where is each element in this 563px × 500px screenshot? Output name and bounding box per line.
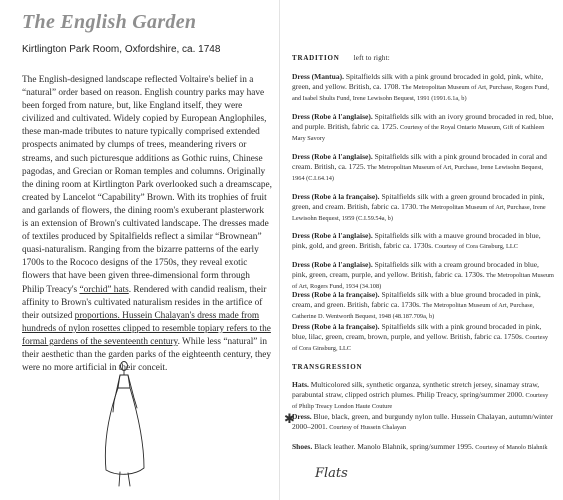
entry-text: Blue, black, green, and burgundy nylon tulle. Hussein Chalayan, autumn/winter 2000–2001. — [292, 412, 553, 432]
underlined-phrase-topiary: proportions. Hussein Chalayan's dress made from hundreds of nylon rosettes clipped to resemble topiary refers to the formal gardens of the seventeenth century — [22, 310, 271, 347]
tradition-entry-5 — [292, 231, 554, 252]
entry-text: Spitalfields silk with a mauve ground brocaded in blue, pink, gold, and green. British, fabric ca. 1730s. — [292, 231, 541, 251]
tradition-entry-3 — [292, 152, 554, 185]
entry-credit: Courtesy of the Royal Ontario Museum, Gift of Kathleen Mary Savory — [292, 124, 545, 143]
entry-text: Spitalfields silk with an ivory ground brocaded in red, blue, and purple. British, fabric ca. 1725. — [292, 112, 554, 132]
handwritten-star-icon: ✱ — [284, 411, 295, 426]
entry-label: Dress (Robe à l'anglaise). — [292, 112, 373, 121]
entry-credit: Courtesy of Manolo Blahnik — [473, 444, 548, 451]
handwritten-flats-text: Flats — [315, 466, 348, 481]
entry-credit: The Metropolitan Museum of Art, Purchase, Irene Lewisohn Bequest, 1959 (C.I.59.54a, b) — [292, 204, 546, 223]
page-fold — [279, 0, 280, 500]
entry-label: Hats. — [292, 380, 309, 389]
entry-label: Dress (Robe à l'anglaise). — [292, 152, 373, 161]
entry-text: Spitalfields silk with a pink ground brocaded in coral and cream. British, ca. 1725. — [292, 152, 547, 172]
entry-label: Dress (Mantua). — [292, 72, 344, 81]
transgression-heading: TRANSGRESSION — [292, 363, 363, 371]
entry-label: Dress (Robe à l'anglaise). — [292, 260, 373, 269]
tradition-heading — [292, 54, 390, 62]
entry-label: Dress (Robe à la française). — [292, 322, 380, 331]
essay-text-3: . While less “natural” in their aesthetic than the garden parks of the eighteenth century, they were no more artificial in their conceit. — [22, 336, 272, 374]
entry-credit: The Metropolitan Museum of Art, Rogers Fund, 1934 (34.108) — [292, 272, 554, 291]
essay-paragraph — [22, 74, 272, 375]
entry-label: Dress (Robe à la française). — [292, 290, 380, 299]
room-subtitle: Kirtlington Park Room, Oxfordshire, ca. 1748 — [22, 44, 221, 55]
essay-text-1: The English-designed landscape reflected Voltaire's belief in a “natural” order based on reason. English country parks may have been forged from nature, but, like England itself, they were civilized and cultivated. Widely copied by European Anglophiles, these man-made tributes to nature typically comprised extended prospects animated by clumps of trees, meandering rivers or streams, and such picturesque additions as Gothic ruins, Chinese pagodas, and Grecian or Roman temples and columns. Originally the dining room at Kirtlington Park overlooked such a dreamscape, created by Lancelot “Capability” Brown. With its trophies of fruit and garlands of flowers, the dining room's exuberant plasterwork is an extension of Brown's cultivated landscape. The dresses made of textiles produced by Spitalfields reflect a similar “Brownean” quasi-naturalism. Ranging from the bizarre patterns of the early 1700s to the Rococo designs of the 1750s, they reveal exotic flowers that have been given three-dimensional form through Philip Treacy's — [22, 75, 272, 295]
entry-credit: The Metropolitan Museum of Art, Purchase, Catherine D. Wentworth Bequest, 1948 (48.187.709a, b) — [292, 302, 535, 321]
page-title: The English Garden — [22, 11, 197, 33]
entry-text: Spitalfields silk with a pink ground brocaded in pink, blue, lilac, green, cream, brown, purple, and yellow. British, fabric ca. 1750s. — [292, 322, 542, 342]
entry-label: Dress (Robe à la française). — [292, 192, 380, 201]
underlined-phrase-orchid-hats: “orchid” hats — [79, 284, 129, 295]
handwritten-flats-note — [313, 463, 353, 481]
left-page — [22, 10, 272, 374]
tradition-entry-2 — [292, 112, 554, 145]
essay-text-2: . Rendered with candid realism, their affinity to Brown's cultivated naturalism resides in the artifice of their outsized — [22, 284, 267, 321]
tradition-note: left to right: — [353, 54, 390, 62]
entry-credit: The Metropolitan Museum of Art, Purchase, Irene Lewisohn Bequest, 1964 (C.I.64.14) — [292, 164, 544, 183]
entry-text: Spitalfields silk with a green ground brocaded in pink, green, and cream. British, fabric ca. 1730. — [292, 192, 545, 212]
entry-credit: The Metropolitan Museum of Art, Purchase, Rogers Fund, and Isabel Shults Fund, Irene Lewisohn Bequest, 1991 (1991.6.1a, b) — [292, 84, 549, 103]
tradition-entry-7 — [292, 290, 554, 323]
entry-text: Spitalfields silk with a cream ground brocaded in blue, pink, green, cream, purple, and yellow. British, fabric ca. 1730s. — [292, 260, 539, 280]
entry-credit: Courtesy of Hussein Chalayan — [327, 424, 406, 432]
entry-credit: Courtesy of Cora Ginsburg, LLC — [292, 334, 549, 353]
entry-text: Spitalfields silk with a blue ground brocaded in pink, cream, and green. British, fabric ca. 1730s. — [292, 290, 541, 310]
entry-text: Black leather. Manolo Blahnik, spring/summer 1995. — [312, 442, 474, 451]
entry-label: Shoes. — [292, 442, 313, 451]
transgression-entry-shoes — [292, 442, 554, 453]
tradition-heading-text: TRADITION — [292, 54, 340, 62]
entry-label: Dress (Robe à l'anglaise). — [292, 231, 373, 240]
tradition-entry-4 — [292, 192, 554, 225]
entry-credit: Courtesy of Cora Ginsburg, LLC — [433, 243, 518, 251]
entry-text: Multicolored silk, synthetic organza, synthetic stretch jersey, sinamay straw, parabuntal straw, clipped ostrich plumes. Philip Treacy, spring/summer 2000. — [292, 380, 540, 400]
tradition-entry-6 — [292, 260, 554, 293]
tradition-entry-8 — [292, 322, 554, 355]
entry-text: Spitalfields silk with a pink ground brocaded in gold, pink, white, green, and yellow. British, ca. 1708. — [292, 72, 544, 92]
entry-label: Dress. — [292, 412, 312, 421]
transgression-entry-dress — [292, 412, 554, 433]
entry-credit: Courtesy of Philip Treacy London Haute Couture — [292, 392, 549, 411]
transgression-entry-hats — [292, 380, 554, 413]
dress-sketch — [94, 358, 154, 488]
tradition-entry-1 — [292, 72, 554, 105]
